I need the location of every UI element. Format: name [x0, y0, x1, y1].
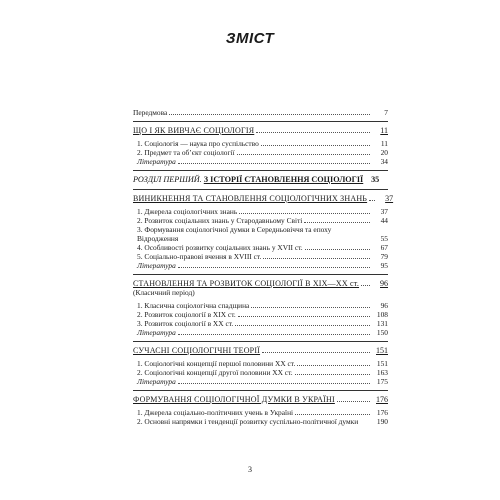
- toc-section[interactable]: [133, 126, 388, 135]
- toc-page: 67: [380, 243, 388, 252]
- leader-dots: [169, 114, 370, 115]
- toc-label: 2. Розвиток соціальних знань у Стародавньому Світі: [137, 216, 303, 225]
- divider: [133, 390, 388, 391]
- toc-page: 11: [380, 139, 388, 148]
- leader-dots: [262, 352, 370, 353]
- leader-dots: [295, 374, 370, 375]
- toc-part[interactable]: [133, 175, 388, 185]
- part-prefix: РОЗДІЛ ПЕРШИЙ.: [133, 175, 202, 184]
- toc-label: ФОРМУВАННЯ СОЦІОЛОГІЧНОЇ ДУМКИ В УКРАЇНІ: [133, 395, 335, 404]
- toc-label: ВИНИКНЕННЯ ТА СТАНОВЛЕННЯ СОЦІОЛОГІЧНИХ ЗНАНЬ: [133, 194, 368, 203]
- toc-entry[interactable]: [133, 368, 388, 377]
- toc-page: 20: [380, 148, 388, 157]
- toc-subtitle: [133, 288, 388, 297]
- toc-page: 96: [380, 301, 388, 310]
- toc-page: 108: [376, 310, 388, 319]
- toc-entry[interactable]: [133, 417, 388, 426]
- toc-label: Передмова: [133, 108, 168, 117]
- toc-label: ЩО І ЯК ВИВЧАЄ СОЦІОЛОГІЯ: [133, 126, 255, 135]
- toc-label: 1. Класична соціологічна спадщина: [137, 301, 250, 310]
- divider: [133, 121, 388, 122]
- toc-label: [133, 175, 363, 185]
- leader-dots: [178, 163, 370, 164]
- leader-dots: [261, 145, 370, 146]
- toc-page: 35: [371, 175, 380, 184]
- toc-entry[interactable]: [133, 243, 388, 252]
- toc-label: 1. Соціологія — наука про суспільство: [137, 139, 259, 148]
- toc-section[interactable]: [133, 346, 388, 355]
- toc-section[interactable]: [133, 279, 388, 288]
- toc-page: 151: [376, 346, 388, 355]
- leader-dots: [263, 258, 370, 259]
- toc-page: 79: [380, 252, 388, 261]
- leader-dots: [295, 414, 370, 415]
- toc-label: 2. Розвиток соціології в XIX ст.: [137, 310, 236, 319]
- toc-entry[interactable]: [133, 301, 388, 310]
- toc-entry[interactable]: [133, 216, 388, 225]
- toc-label: 2. Соціологічні концепції другої половини XX ст.: [137, 368, 293, 377]
- toc-page: 37: [380, 207, 388, 216]
- leader-dots: [239, 213, 370, 214]
- toc-label: 1. Джерела соціально-політичних учень в Україні: [137, 408, 294, 417]
- toc-page: 175: [376, 377, 388, 386]
- toc-entry[interactable]: [133, 408, 388, 417]
- toc-page: 37: [385, 194, 394, 203]
- leader-dots: [256, 132, 370, 133]
- divider: [133, 341, 388, 342]
- table-of-contents: [133, 108, 394, 426]
- toc-page: 34: [380, 157, 388, 166]
- toc-label: СТАНОВЛЕННЯ ТА РОЗВИТОК СОЦІОЛОГІЇ В XIX—XX ст.: [133, 279, 360, 288]
- leader-dots: [369, 200, 375, 201]
- toc-page: 11: [380, 126, 388, 135]
- leader-dots: [297, 365, 370, 366]
- toc-entry[interactable]: [133, 319, 388, 328]
- toc-page: 131: [376, 319, 388, 328]
- toc-label: Література: [137, 261, 176, 270]
- toc-entry[interactable]: [133, 359, 388, 368]
- toc-page: 150: [376, 328, 388, 337]
- part-title: З ІСТОРІЇ СТАНОВЛЕННЯ СОЦІОЛОГІЇ: [203, 175, 364, 184]
- toc-section[interactable]: [133, 395, 388, 404]
- toc-entry[interactable]: [133, 108, 388, 117]
- toc-page: 95: [380, 261, 388, 270]
- divider: [133, 274, 388, 275]
- toc-page: 151: [376, 359, 388, 368]
- toc-page: 44: [380, 216, 388, 225]
- toc-entry[interactable]: [133, 310, 388, 319]
- toc-page: 7: [384, 108, 388, 117]
- leader-dots: [238, 316, 370, 317]
- leader-dots: [305, 249, 370, 250]
- toc-label: 2. Предмет та об’єкт соціології: [137, 148, 235, 157]
- toc-entry[interactable]: [133, 207, 388, 216]
- leader-dots: [235, 325, 370, 326]
- toc-section[interactable]: [133, 194, 394, 203]
- leader-dots: [178, 383, 370, 384]
- divider: [133, 189, 388, 190]
- toc-entry[interactable]: [133, 139, 388, 148]
- toc-label: 1. Джерела соціологічних знань: [137, 207, 238, 216]
- page-number: 3: [248, 465, 252, 474]
- toc-label: 3. Формування соціологічної думки в Середньовіччя та епоху Відродження: [137, 225, 332, 243]
- toc-label: 2. Основні напрямки і тенденції розвитку суспільно-політичної думки: [137, 417, 359, 426]
- toc-label: 5. Соціально-правові вчення в XVIII ст.: [137, 252, 262, 261]
- toc-label: Література: [137, 328, 176, 337]
- toc-label: 1. Соціологічні концепції першої половини XX ст.: [137, 359, 296, 368]
- toc-entry-literature[interactable]: [133, 377, 388, 386]
- toc-page: 163: [376, 368, 388, 377]
- leader-dots: [361, 285, 370, 286]
- toc-page: 176: [376, 408, 388, 417]
- toc-entry-literature[interactable]: [133, 157, 388, 166]
- leader-dots: [237, 154, 370, 155]
- toc-entry[interactable]: [133, 148, 388, 157]
- leader-dots: [178, 267, 370, 268]
- toc-label: СУЧАСНІ СОЦІОЛОГІЧНІ ТЕОРІЇ: [133, 346, 261, 355]
- leader-dots: [337, 401, 370, 402]
- toc-label: (Класичний період): [133, 288, 195, 297]
- toc-label: Література: [137, 377, 176, 386]
- page-title: ЗМІСТ: [225, 30, 275, 47]
- toc-page: 176: [376, 395, 388, 404]
- leader-dots: [251, 307, 370, 308]
- toc-entry-literature[interactable]: [133, 328, 388, 337]
- leader-dots: [178, 334, 370, 335]
- leader-dots: [304, 222, 370, 223]
- toc-label: 4. Особливості розвитку соціальних знань у XVII ст.: [137, 243, 303, 252]
- toc-entry[interactable]: [133, 252, 388, 261]
- divider: [133, 170, 388, 171]
- toc-label: Література: [137, 157, 176, 166]
- toc-page: 55: [380, 234, 388, 243]
- toc-entry-literature[interactable]: [133, 261, 388, 270]
- toc-page: 96: [380, 279, 388, 288]
- toc-page: 190: [376, 417, 388, 426]
- toc-entry[interactable]: [133, 225, 388, 243]
- toc-label: 3. Розвиток соціології в XX ст.: [137, 319, 234, 328]
